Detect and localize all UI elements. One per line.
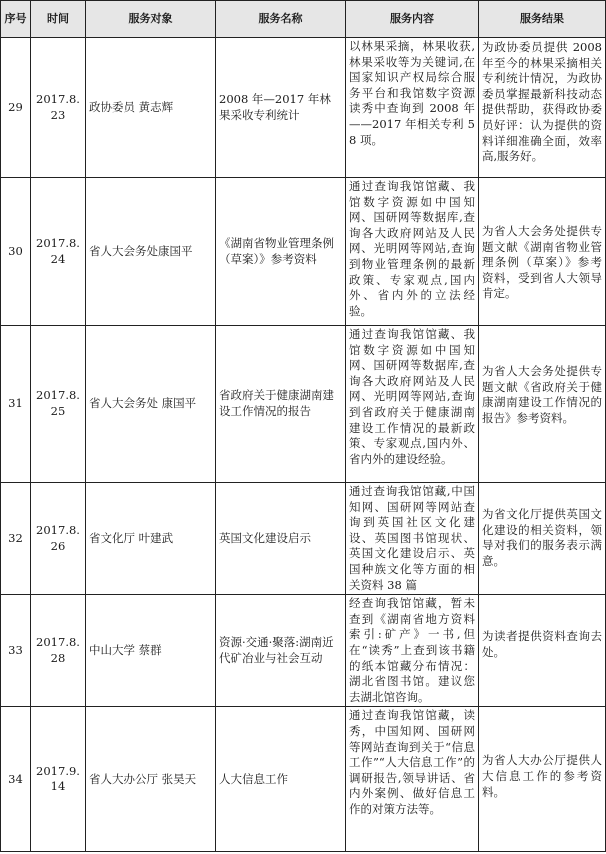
service-content: 通过查询我馆馆藏、我馆数字资源如中国知网、国研网等数据库,查询各大政府网站及人民网、光明网等网站,查询到省政府关于健康湖南建设工作情况的最新政策、专家观点,国内外、省内外的建设经验。	[346, 326, 479, 483]
row-number: 32	[1, 483, 31, 595]
service-name: 资源·交通·聚落:湖南近代矿冶业与社会互动	[216, 595, 346, 707]
service-target: 省人大办公厅 张昊天	[86, 707, 216, 852]
service-result: 为省人大会务处提供专题文献《湖南省物业管理条例（草案）》参考资料，受到省人大领导肯定。	[479, 178, 606, 326]
row-number: 33	[1, 595, 31, 707]
service-result: 为读者提供资料查询去处。	[479, 595, 606, 707]
row-number: 29	[1, 38, 31, 178]
service-content: 以林果采摘，林果收获,林果采收等为关键词,在国家知识产权局综合服务平台和我馆数字资源读秀中查询到 2008 年——2017 年相关专利 58 项。	[346, 38, 479, 178]
table-row	[1, 178, 606, 326]
service-date: 2017.8.23	[31, 38, 86, 178]
table-row	[1, 326, 606, 483]
table-row	[1, 483, 606, 595]
header-content: 服务内容	[346, 1, 479, 38]
header-name: 服务名称	[216, 1, 346, 38]
service-name: 2008 年—2017 年林果采收专利统计	[216, 38, 346, 178]
service-date: 2017.8.28	[31, 595, 86, 707]
service-result: 为政协委员提供 2008 年至今的林果采摘相关专利统计情况，为政协委员掌握最新科技动态提供帮助，获得政协委员好评：认为提供的资料详细准确全面，效率高,服务好。	[479, 38, 606, 178]
service-result: 为省人大办公厅提供人大信息工作的参考资料。	[479, 707, 606, 852]
row-number: 31	[1, 326, 31, 483]
service-date: 2017.9.14	[31, 707, 86, 852]
header-result: 服务结果	[479, 1, 606, 38]
service-date: 2017.8.25	[31, 326, 86, 483]
service-result: 为省人大会务处提供专题文献《省政府关于健康湖南建设工作情况的报告》参考资料。	[479, 326, 606, 483]
service-target: 中山大学 蔡群	[86, 595, 216, 707]
table-row	[1, 595, 606, 707]
row-number: 30	[1, 178, 31, 326]
table-row	[1, 38, 606, 178]
service-content: 通过查询我馆馆藏、我馆数字资源如中国知网、国研网等数据库,查询各大政府网站及人民网、光明网等网站,查询到物业管理条例的最新政策、专家观点,国内外、省内外的立法经验。	[346, 178, 479, 326]
service-target: 省文化厅 叶建武	[86, 483, 216, 595]
service-date: 2017.8.26	[31, 483, 86, 595]
service-target: 政协委员 黄志辉	[86, 38, 216, 178]
service-name: 省政府关于健康湖南建设工作情况的报告	[216, 326, 346, 483]
service-name: 人大信息工作	[216, 707, 346, 852]
service-target: 省人大会务处 康国平	[86, 326, 216, 483]
header-date: 时间	[31, 1, 86, 38]
header-row	[1, 1, 606, 38]
service-result: 为省文化厅提供英国文化建设的相关资料，领导对我们的服务表示满意。	[479, 483, 606, 595]
header-target: 服务对象	[86, 1, 216, 38]
row-number: 34	[1, 707, 31, 852]
table-row	[1, 707, 606, 852]
header-no: 序号	[1, 1, 31, 38]
service-name: 《湖南省物业管理条例（草案）》参考资料	[216, 178, 346, 326]
service-date: 2017.8.24	[31, 178, 86, 326]
service-name: 英国文化建设启示	[216, 483, 346, 595]
service-content: 通过查询我馆馆藏,中国知网、国研网等网站查询到英国社区文化建设、英国图书馆现状、英国文化建设启示、英国种族文化等方面的相关资料 38 篇	[346, 483, 479, 595]
service-content: 通过查询我馆馆藏，读秀，中国知网、国研网等网站查询到关于“信息工作”“人大信息工作”的调研报告,领导讲话、省内外案例、做好信息工作的对策方法等。	[346, 707, 479, 852]
service-content: 经查询我馆馆藏，暂未查到《湖南省地方资料索引:矿产》一书,但在“读秀”上查到该书籍的纸本馆藏分布情况：湖北省图书馆。建议您去湖北馆咨询。	[346, 595, 479, 707]
service-target: 省人大会务处康国平	[86, 178, 216, 326]
